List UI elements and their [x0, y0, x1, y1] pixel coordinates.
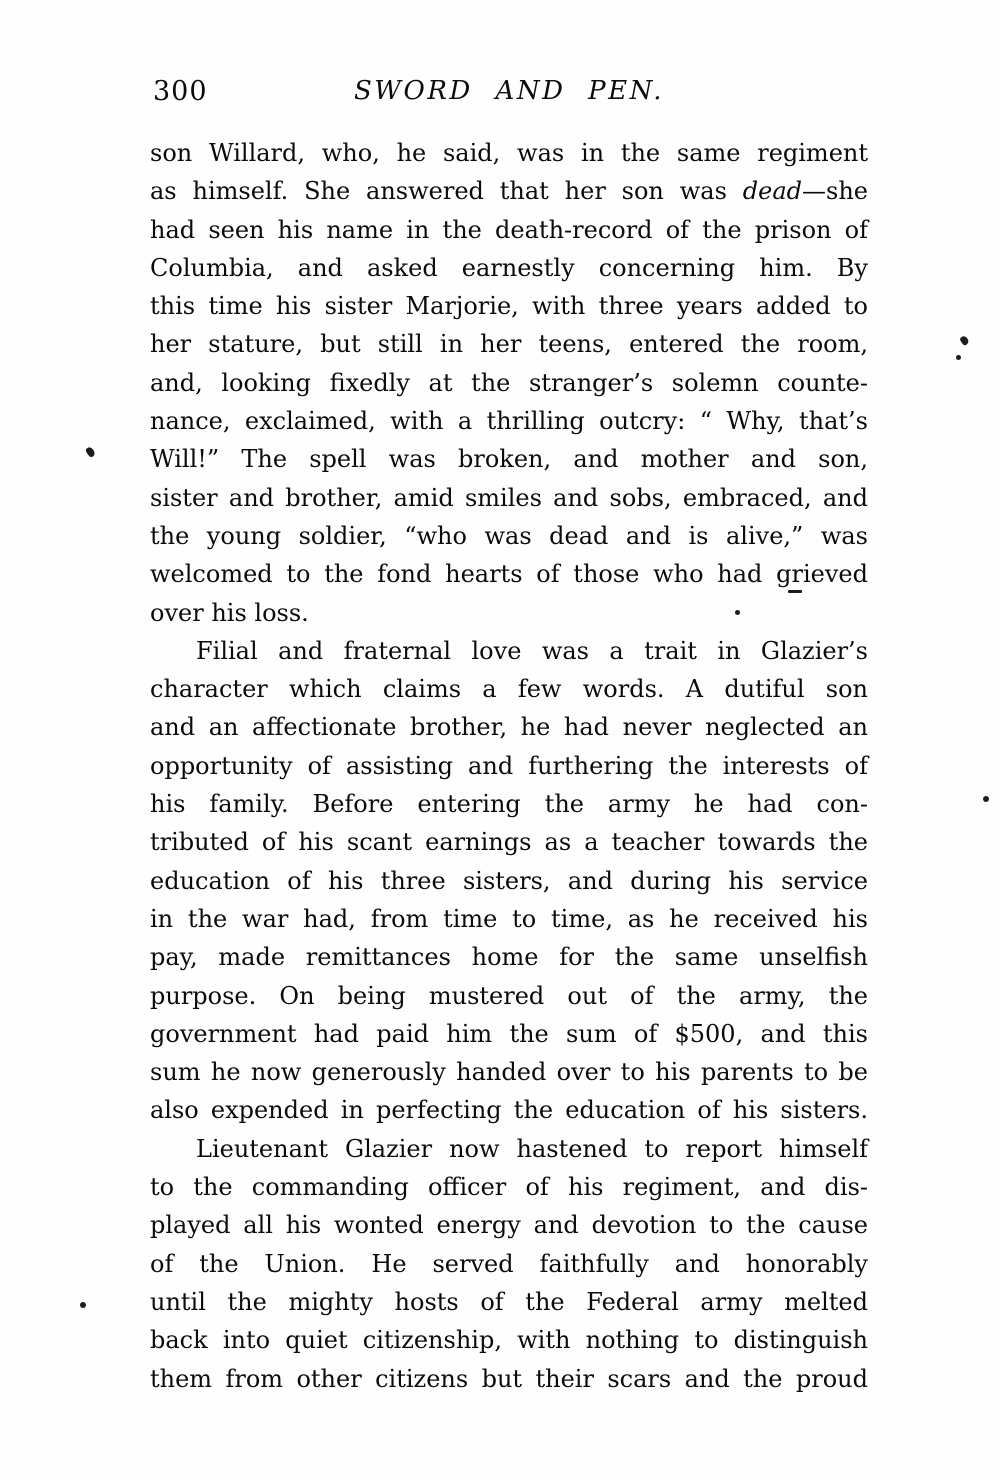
page-number: 300: [153, 76, 208, 107]
text-segment: as himself. She answered that her son was: [150, 177, 743, 206]
text-line: [150, 517, 868, 555]
text-segment: and, looking fixedly at the stranger’s solemn counte-: [150, 368, 868, 397]
text-line: [150, 1015, 868, 1053]
text-line: [150, 287, 868, 325]
text-segment: this time his sister Marjorie, with three years added to: [150, 292, 868, 321]
text-segment: education of his three sisters, and during his service: [150, 866, 868, 895]
text-segment: had seen his name in the death-record of the prison of: [150, 215, 868, 244]
text-segment: government had paid him the sum of $500, and this: [150, 1019, 868, 1048]
text-line: [150, 1168, 868, 1206]
text-segment: the young soldier, “who was dead and is alive,” was: [150, 521, 868, 550]
text-line: [150, 977, 868, 1015]
scan-speckle: [788, 590, 802, 593]
text-line: [150, 747, 868, 785]
text-segment: until the mighty hosts of the Federal army melted: [150, 1287, 868, 1316]
text-segment: tributed of his scant earnings as a teacher towards the: [150, 828, 868, 857]
text-segment: —she: [802, 177, 868, 206]
text-segment: Columbia, and asked earnestly concerning him. By: [150, 253, 868, 282]
text-line: [150, 785, 868, 823]
text-line: [150, 1360, 868, 1398]
text-line: [150, 823, 868, 861]
text-line: [150, 1321, 868, 1359]
scan-speckle: [80, 1302, 86, 1308]
text-line: [150, 555, 868, 593]
text-line: [150, 900, 868, 938]
text-segment: and an affectionate brother, he had never neglected an: [150, 713, 868, 742]
text-segment: welcomed to the fond hearts of those who had grieved: [150, 560, 868, 589]
text-segment: in the war had, from time to time, as he received his: [150, 904, 868, 933]
text-line: [150, 1053, 868, 1091]
text-segment: character which claims a few words. A dutiful son: [150, 675, 868, 704]
page-header: [150, 76, 868, 110]
text-segment: Will!” The spell was broken, and mother and son,: [150, 445, 868, 474]
text-line: [150, 708, 868, 746]
text-segment: opportunity of assisting and furthering the interests of: [150, 751, 868, 780]
text-segment: played all his wonted energy and devotion to the cause: [150, 1211, 868, 1240]
text-line: [150, 402, 868, 440]
text-segment: also expended in perfecting the education of his sisters.: [150, 1096, 868, 1125]
text-segment: his family. Before entering the army he had con-: [150, 790, 868, 819]
text-segment: son Willard, who, he said, was in the same regiment: [150, 139, 868, 167]
text-line: [150, 938, 868, 976]
text-line: [150, 364, 868, 402]
scan-speckle: [956, 355, 961, 360]
text-segment: them from other citizens but their scars and the proud: [150, 1364, 868, 1393]
text-segment: back into quiet citizenship, with nothing to distinguish: [150, 1326, 868, 1355]
running-title: SWORD AND PEN.: [354, 76, 664, 106]
text-line: [150, 172, 868, 210]
text-segment: of the Union. He served faithfully and honorably: [150, 1249, 868, 1278]
text-line: [150, 1283, 868, 1321]
text-line: [150, 862, 868, 900]
scan-speckle: [983, 796, 989, 802]
text-line: [150, 1091, 868, 1129]
text-segment: to the commanding officer of his regiment, and dis-: [150, 1173, 868, 1202]
text-line: [150, 211, 868, 249]
text-line: [150, 249, 868, 287]
text-line: [150, 1245, 868, 1283]
text-segment: sum he now generously handed over to his parents to be: [150, 1058, 868, 1087]
emphasized-word: dead: [742, 177, 803, 206]
text-line: [150, 1130, 868, 1168]
body-text: [150, 134, 868, 1398]
text-line: [150, 594, 868, 632]
text-line: [150, 440, 868, 478]
text-line: [150, 134, 868, 172]
text-segment: her stature, but still in her teens, entered the room,: [150, 330, 868, 359]
scan-speckle: [85, 446, 96, 458]
text-segment: Filial and fraternal love was a trait in Glazier’s: [196, 636, 868, 665]
text-segment: over his loss.: [150, 598, 309, 627]
text-segment: Lieutenant Glazier now hastened to report himself: [196, 1134, 868, 1163]
scan-speckle: [959, 335, 970, 346]
text-line: [150, 479, 868, 517]
text-line: [150, 325, 868, 363]
text-segment: pay, made remittances home for the same unselfish: [150, 943, 868, 972]
text-segment: sister and brother, amid smiles and sobs, embraced, and: [150, 483, 868, 512]
text-segment: nance, exclaimed, with a thrilling outcry: “ Why, that’s: [150, 407, 868, 436]
text-segment: purpose. On being mustered out of the army, the: [150, 981, 868, 1010]
scan-speckle: [735, 610, 740, 615]
text-line: [150, 632, 868, 670]
text-line: [150, 1206, 868, 1244]
text-line: [150, 670, 868, 708]
